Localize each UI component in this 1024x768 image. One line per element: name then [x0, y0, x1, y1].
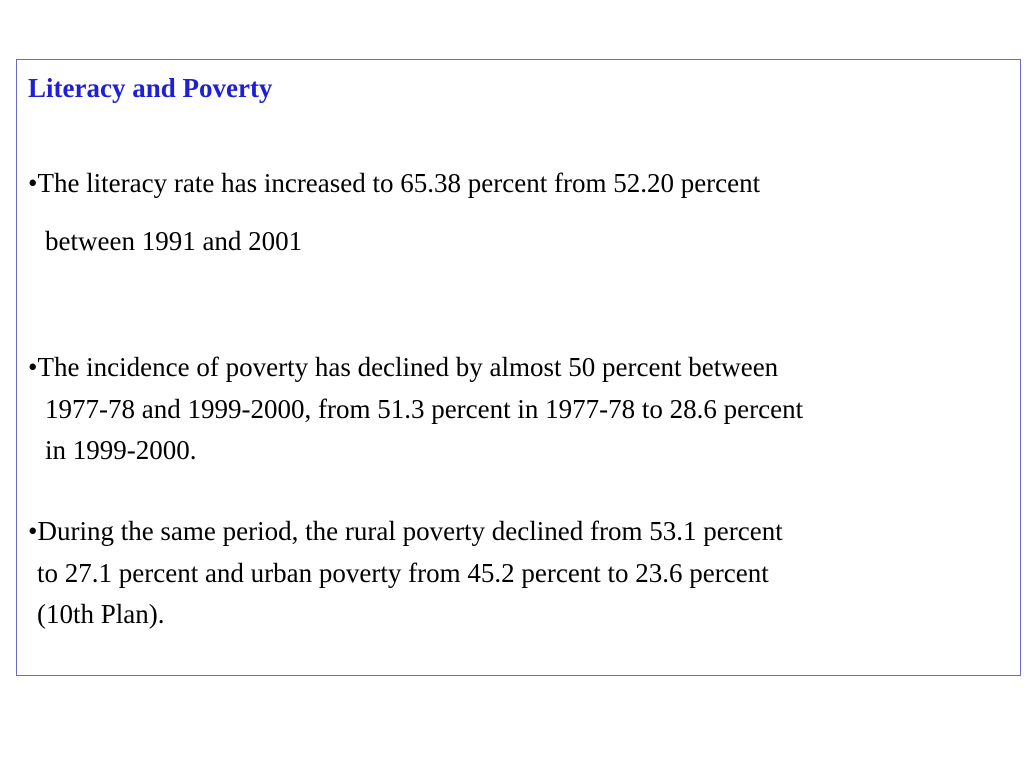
bullet-2-line-3: in 1999-2000.: [45, 435, 197, 465]
bullet-3-line-2: to 27.1 percent and urban poverty from 45.2 percent to 23.6 percent: [37, 558, 769, 588]
slide-title: Literacy and Poverty: [28, 73, 273, 103]
bullet-3-line-1: •During the same period, the rural poverty declined from 53.1 percent: [28, 516, 783, 546]
bullet-1-line-1: •The literacy rate has increased to 65.38 percent from 52.20 percent: [28, 168, 761, 198]
bullet-1-line-2: between 1991 and 2001: [45, 226, 303, 256]
bullet-3-line-3: (10th Plan).: [37, 599, 165, 629]
bullet-2-line-1: •The incidence of poverty has declined by almost 50 percent between: [28, 352, 779, 382]
bullet-2-line-2: 1977-78 and 1999-2000, from 51.3 percent in 1977-78 to 28.6 percent: [45, 394, 804, 424]
